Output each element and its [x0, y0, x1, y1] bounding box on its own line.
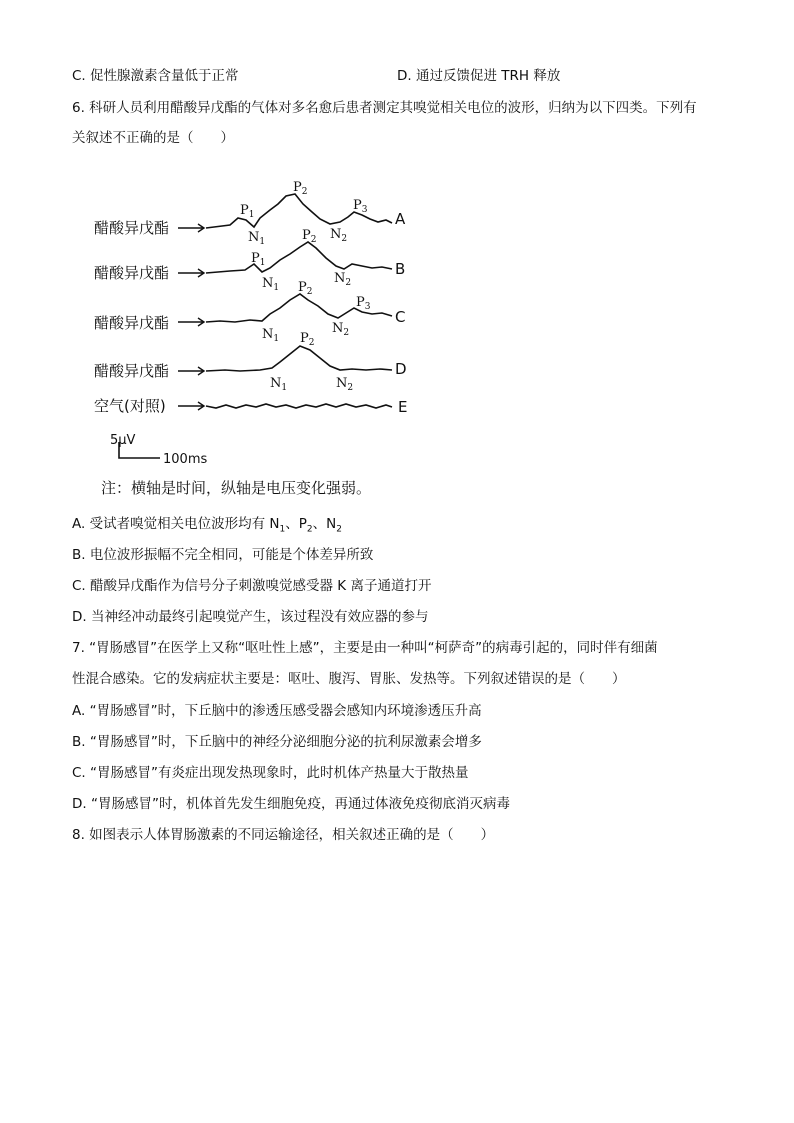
- trace-d: [206, 346, 392, 371]
- q7-stem-line2: 性混合感染。它的发病症状主要是：呕吐、腹泻、胃胀、发热等。下列叙述错误的是（ ）: [72, 671, 626, 687]
- trace-e: [206, 404, 392, 408]
- stimulus-label-a: 醋酸异戊酯: [94, 219, 170, 237]
- trace-label-c: C: [395, 308, 406, 326]
- peak-n1-a: $N_1$: [248, 230, 266, 247]
- q6-option-a: A. 受试者嗅觉相关电位波形均有 $N_1$、$P_2$、$N_2$: [72, 516, 342, 535]
- peak-p2-b: $P_2$: [302, 228, 317, 245]
- peak-p1-a: $P_1$: [240, 203, 255, 220]
- q5-option-d: D. 通过反馈促进 TRH 释放: [397, 68, 561, 84]
- q8-stem: 8. 如图表示人体胃肠激素的不同运输途径，相关叙述正确的是（ ）: [72, 827, 495, 843]
- q5-option-c: C. 促性腺激素含量低于正常: [72, 68, 239, 84]
- peak-p1-b: $P_1$: [251, 251, 266, 268]
- q6-option-d: D. 当神经冲动最终引起嗅觉产生，该过程没有效应器的参与: [72, 609, 429, 625]
- arrow-e: [178, 402, 204, 410]
- scale-voltage-label: 5μV: [110, 433, 136, 448]
- peak-p2-a: $P_2$: [293, 180, 308, 197]
- q7-option-b: B. “胃肠感冒”时，下丘脑中的神经分泌细胞分泌的抗利尿激素会增多: [72, 734, 482, 750]
- q6-stem-line2: 关叙述不正确的是（ ）: [72, 130, 234, 146]
- stimulus-label-d: 醋酸异戊酯: [94, 362, 170, 380]
- peak-p3-c: $P_3$: [356, 295, 371, 312]
- q7-option-a: A. “胃肠感冒”时，下丘脑中的渗透压感受器会感知内环境渗透压升高: [72, 703, 482, 719]
- q6-option-b: B. 电位波形振幅不完全相同，可能是个体差异所致: [72, 547, 374, 563]
- olfactory-potential-figure: [90, 172, 430, 472]
- trace-b: [206, 242, 392, 273]
- q6-option-c: C. 醋酸异戊酯作为信号分子刺激嗅觉感受器 K 离子通道打开: [72, 578, 432, 594]
- peak-n2-a: $N_2$: [330, 227, 348, 244]
- peak-p2-d: $P_2$: [300, 331, 315, 348]
- peak-n1-d: $N_1$: [270, 376, 288, 393]
- control-label: 空气(对照): [94, 397, 166, 415]
- arrow-b: [178, 269, 204, 277]
- peak-n1-b: $N_1$: [262, 276, 280, 293]
- trace-label-e: E: [398, 398, 408, 416]
- peak-n2-b: $N_2$: [334, 271, 352, 288]
- arrow-c: [178, 318, 204, 326]
- q6-stem-line1: 6. 科研人员利用醋酸异戊酯的气体对多名愈后患者测定其嗅觉相关电位的波形，归纳为以下四类。下列有: [72, 100, 697, 116]
- trace-label-a: A: [395, 210, 406, 228]
- trace-label-d: D: [395, 360, 407, 378]
- scale-time-label: 100ms: [163, 452, 208, 467]
- q7-option-c: C. “胃肠感冒”有炎症出现发热现象时，此时机体产热量大于散热量: [72, 765, 469, 781]
- peak-p3-a: $P_3$: [353, 198, 368, 215]
- peak-p2-c: $P_2$: [298, 280, 313, 297]
- peak-n2-d: $N_2$: [336, 376, 354, 393]
- trace-label-b: B: [395, 260, 406, 278]
- q7-option-d: D. “胃肠感冒”时，机体首先发生细胞免疫，再通过体液免疫彻底消灭病毒: [72, 796, 510, 812]
- figure-note: 注：横轴是时间，纵轴是电压变化强弱。: [101, 479, 372, 497]
- q7-stem-line1: 7. “胃肠感冒”在医学上又称“呕吐性上感”，主要是由一种叫“柯萨奇”的病毒引起的，同时伴有细菌: [72, 640, 658, 656]
- arrow-a: [178, 224, 204, 232]
- stimulus-label-b: 醋酸异戊酯: [94, 264, 170, 282]
- stimulus-label-c: 醋酸异戊酯: [94, 314, 170, 332]
- arrow-d: [178, 367, 204, 375]
- peak-n1-c: $N_1$: [262, 327, 280, 344]
- peak-n2-c: $N_2$: [332, 321, 350, 338]
